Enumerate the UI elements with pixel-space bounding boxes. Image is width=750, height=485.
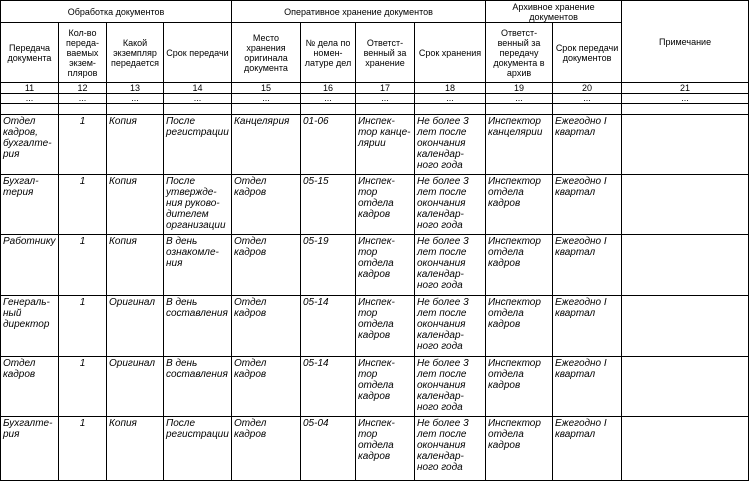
cell-transfer-term: В день составления xyxy=(164,357,232,417)
cell-storage-term: Не более 3 лет после окончания календар-ного года xyxy=(415,417,486,481)
column-header-transfer-term: Срок передачи xyxy=(164,23,232,83)
cell-note xyxy=(622,115,749,175)
cell-archive-term: Ежегодно I квартал xyxy=(553,115,622,175)
cell-storage-term: Не более 3 лет после окончания календар-ного года xyxy=(415,357,486,417)
group-processing: Обработка документов xyxy=(1,1,232,23)
cell-note xyxy=(622,175,749,235)
cell-transfer-term: После регистрации xyxy=(164,115,232,175)
ellipsis: ... xyxy=(59,94,107,104)
cell-transfer-term: После утвержде-ния руково-дителем организации xyxy=(164,175,232,235)
column-header-responsible-archive: Ответст-венный за передачу документа в архив xyxy=(486,23,553,83)
cell-case-number: 05-15 xyxy=(301,175,356,235)
cell-storage-place: Отдел кадров xyxy=(232,175,301,235)
column-header-archive-term: Срок передачи документов xyxy=(553,23,622,83)
cell-responsible-archive: Инспектор канцелярии xyxy=(486,115,553,175)
column-number: 14 xyxy=(164,83,232,94)
column-header-storage-term: Срок хранения xyxy=(415,23,486,83)
cell-storage-place: Канцелярия xyxy=(232,115,301,175)
cell-case-number: 05-19 xyxy=(301,235,356,296)
table-row xyxy=(1,175,749,235)
column-number: 15 xyxy=(232,83,301,94)
cell-copies: 1 xyxy=(59,235,107,296)
cell-case-number: 05-14 xyxy=(301,357,356,417)
ellipsis: ... xyxy=(356,94,415,104)
column-number: 18 xyxy=(415,83,486,94)
table-body xyxy=(1,115,749,481)
column-header-copies-count: Кол-во переда-ваемых экзем-пляров xyxy=(59,23,107,83)
cell-responsible-storage: Инспек-тор отдела кадров xyxy=(356,235,415,296)
cell-responsible-archive: Инспектор отдела кадров xyxy=(486,235,553,296)
cell-transfer: Отдел кадров xyxy=(1,357,59,417)
cell-copies: 1 xyxy=(59,175,107,235)
cell-case-number: 05-04 xyxy=(301,417,356,481)
group-archive-storage: Архивное хранение документов xyxy=(486,1,622,23)
cell-responsible-archive: Инспектор отдела кадров xyxy=(486,417,553,481)
ellipsis: ... xyxy=(164,94,232,104)
cell-storage-place: Отдел кадров xyxy=(232,235,301,296)
cell-responsible-storage: Инспек-тор отдела кадров xyxy=(356,357,415,417)
ellipsis: ... xyxy=(486,94,553,104)
cell-storage-term: Не более 3 лет после окончания календар-ного года xyxy=(415,235,486,296)
cell-storage-place: Отдел кадров xyxy=(232,417,301,481)
cell-copy-type: Копия xyxy=(107,115,164,175)
cell-storage-term: Не более 3 лет после окончания календар-ного года xyxy=(415,175,486,235)
cell-archive-term: Ежегодно I квартал xyxy=(553,235,622,296)
cell-copies: 1 xyxy=(59,417,107,481)
cell-responsible-archive: Инспектор отдела кадров xyxy=(486,296,553,357)
ellipsis: ... xyxy=(622,94,749,104)
column-header-case-number: № дела по номен-латуре дел xyxy=(301,23,356,83)
ellipsis: ... xyxy=(1,94,59,104)
cell-transfer: Работнику xyxy=(1,235,59,296)
cell-storage-place: Отдел кадров xyxy=(232,296,301,357)
cell-storage-term: Не более 3 лет после окончания календар-ного года xyxy=(415,115,486,175)
cell-responsible-archive: Инспектор отдела кадров xyxy=(486,175,553,235)
cell-responsible-archive: Инспектор отдела кадров xyxy=(486,357,553,417)
cell-transfer-term: В день ознакомле-ния xyxy=(164,235,232,296)
cell-transfer: Бухгалте-рия xyxy=(1,417,59,481)
cell-storage-term: Не более 3 лет после окончания календар-ного года xyxy=(415,296,486,357)
cell-storage-place: Отдел кадров xyxy=(232,357,301,417)
ellipsis: ... xyxy=(553,94,622,104)
column-number: 21 xyxy=(622,83,749,94)
cell-archive-term: Ежегодно I квартал xyxy=(553,175,622,235)
column-number: 11 xyxy=(1,83,59,94)
cell-responsible-storage: Инспек-тор отдела кадров xyxy=(356,296,415,357)
ellipsis-row xyxy=(1,94,749,104)
cell-copy-type: Оригинал xyxy=(107,296,164,357)
column-header-storage-place: Место хранения оригинала документа xyxy=(232,23,301,83)
column-header-note: Примечание xyxy=(622,1,749,83)
table-row xyxy=(1,357,749,417)
cell-case-number: 05-14 xyxy=(301,296,356,357)
column-number: 16 xyxy=(301,83,356,94)
ellipsis: ... xyxy=(415,94,486,104)
cell-archive-term: Ежегодно I квартал xyxy=(553,417,622,481)
spacer-row xyxy=(1,104,749,115)
column-numbers-row xyxy=(1,83,749,94)
column-number: 12 xyxy=(59,83,107,94)
cell-note xyxy=(622,235,749,296)
cell-archive-term: Ежегодно I квартал xyxy=(553,357,622,417)
ellipsis: ... xyxy=(301,94,356,104)
column-header-responsible-storage: Ответст-венный за хранение xyxy=(356,23,415,83)
cell-note xyxy=(622,296,749,357)
cell-responsible-storage: Инспек-тор отдела кадров xyxy=(356,417,415,481)
cell-copy-type: Копия xyxy=(107,417,164,481)
table-row xyxy=(1,417,749,481)
table-row xyxy=(1,235,749,296)
group-operative-storage: Оперативное хранение документов xyxy=(232,1,486,23)
column-header-transfer: Передача документа xyxy=(1,23,59,83)
cell-archive-term: Ежегодно I квартал xyxy=(553,296,622,357)
cell-copies: 1 xyxy=(59,296,107,357)
cell-copies: 1 xyxy=(59,115,107,175)
ellipsis: ... xyxy=(232,94,301,104)
column-number: 20 xyxy=(553,83,622,94)
cell-transfer: Генераль-ный директор xyxy=(1,296,59,357)
cell-copy-type: Оригинал xyxy=(107,357,164,417)
cell-copy-type: Копия xyxy=(107,235,164,296)
cell-note xyxy=(622,357,749,417)
column-number: 19 xyxy=(486,83,553,94)
column-number: 13 xyxy=(107,83,164,94)
cell-transfer: Бухгал-терия xyxy=(1,175,59,235)
table-row xyxy=(1,115,749,175)
cell-responsible-storage: Инспек-тор канце-лярии xyxy=(356,115,415,175)
cell-copy-type: Копия xyxy=(107,175,164,235)
cell-transfer-term: После регистрации xyxy=(164,417,232,481)
cell-case-number: 01-06 xyxy=(301,115,356,175)
column-header-copy-type: Какой экземпляр передается xyxy=(107,23,164,83)
cell-copies: 1 xyxy=(59,357,107,417)
cell-transfer: Отдел кадров, бухгалте-рия xyxy=(1,115,59,175)
cell-note xyxy=(622,417,749,481)
cell-responsible-storage: Инспек-тор отдела кадров xyxy=(356,175,415,235)
table-row xyxy=(1,296,749,357)
cell-transfer-term: В день составления xyxy=(164,296,232,357)
ellipsis: ... xyxy=(107,94,164,104)
column-number: 17 xyxy=(356,83,415,94)
